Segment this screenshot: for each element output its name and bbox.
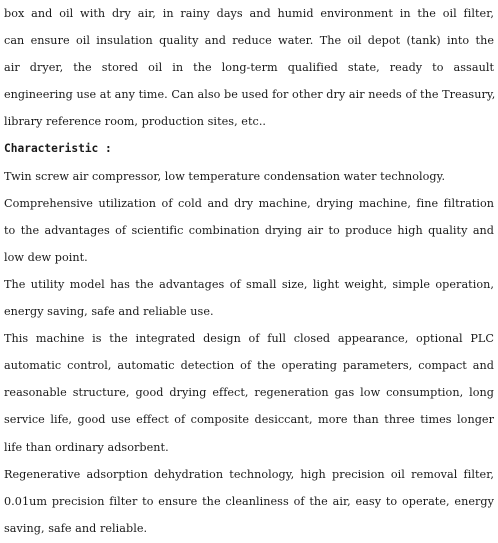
characteristic-item: [4, 190, 494, 271]
text-line: can ensure oil insulation quality and reduce water. The oil depot (tank) into the: [4, 34, 494, 48]
text-line: library reference room, production sites, etc..: [4, 115, 267, 129]
text-line: automatic control, automatic detection of the operating parameters, compact and: [4, 359, 494, 373]
text-line: low dew point.: [4, 250, 88, 264]
text-line: Comprehensive utilization of cold and dry machine, drying machine, fine filtration: [4, 196, 494, 210]
characteristic-item: [4, 461, 494, 542]
text-line: Twin screw air compressor, low temperature condensation water technology.: [4, 169, 446, 183]
text-line: engineering use at any time. Can also be used for other dry air needs of the Treasury,: [4, 88, 496, 102]
intro-paragraph: [4, 0, 494, 135]
text-line: air dryer, the stored oil in the long-term qualified state, ready to assault: [4, 61, 494, 75]
text-line: reasonable structure, good drying effect, regeneration gas low consumption, long: [4, 386, 494, 400]
characteristic-item: [4, 325, 494, 460]
text-line: box and oil with dry air, in rainy days and humid environment in the oil filter,: [4, 7, 494, 20]
characteristic-item: [4, 271, 494, 325]
text-line: saving, safe and reliable.: [4, 521, 148, 535]
characteristic-item: [4, 163, 494, 190]
text-line: service life, good use effect of composite desiccant, more than three times longer: [4, 413, 494, 427]
text-line: The utility model has the advantages of small size, light weight, simple operation,: [4, 277, 494, 291]
text-line: life than ordinary adsorbent.: [4, 440, 169, 454]
text-line: to the advantages of scientific combination drying air to produce high quality and: [4, 223, 494, 237]
document-page: [4, 0, 494, 542]
section-heading: Characteristic :: [4, 142, 112, 156]
text-line: Regenerative adsorption dehydration technology, high precision oil removal filter,: [4, 467, 494, 481]
text-line: 0.01um precision filter to ensure the cleanliness of the air, easy to operate, energy: [4, 494, 494, 508]
text-line: This machine is the integrated design of full closed appearance, optional PLC: [4, 332, 494, 346]
text-line: energy saving, safe and reliable use.: [4, 305, 214, 319]
